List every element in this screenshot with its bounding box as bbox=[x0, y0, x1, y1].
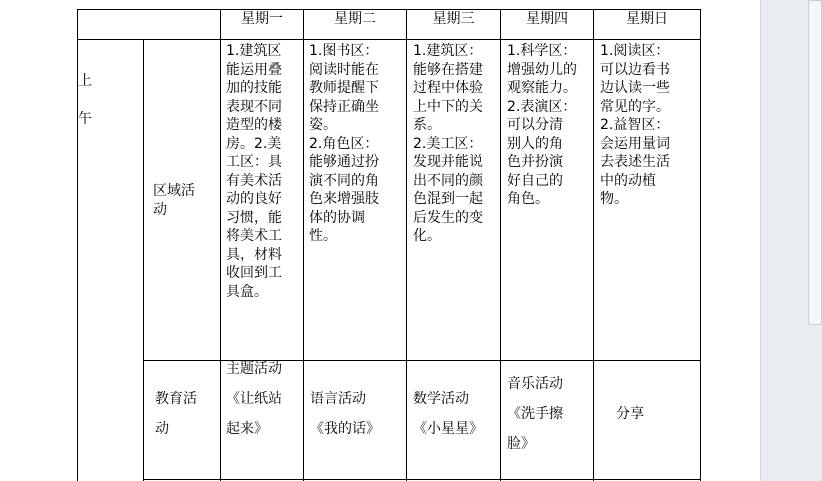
cell-edu-tuesday: 语言活动 《我的话》 bbox=[310, 391, 380, 437]
period-label-morning: 上 午 bbox=[78, 73, 92, 127]
header-wednesday: 星期三 bbox=[432, 11, 475, 27]
cell-area-thursday: 1.科学区： 增强幼儿的 观察能力。 2.表演区： 可以分清 别人的角 色并扮演 好自己的 角色。 bbox=[507, 43, 577, 207]
row-label-area-activity: 区域活 动 bbox=[153, 183, 195, 218]
row-label-education-activity: 教育活 动 bbox=[155, 391, 197, 437]
cell-edu-thursday: 音乐活动 《洗手擦 脸》 bbox=[507, 376, 563, 452]
cell-area-tuesday: 1.图书区： 阅读时能在 教师提醒下 保持正确坐 姿。 2.角色区： 能够通过扮 演不同的角 色来增强肢 体的协调 性。 bbox=[309, 43, 379, 244]
column-divider-1 bbox=[303, 9, 304, 481]
cell-area-wednesday: 1.建筑区： 能够在搭建 过程中体验 上中下的关 系。 2.美工区： 发现并能说 出不同的颜 色混到一起 后发生的变 化。 bbox=[413, 43, 483, 244]
label-column-divider bbox=[220, 9, 221, 481]
period-column-divider bbox=[143, 40, 144, 481]
table-border-right bbox=[700, 9, 701, 481]
column-divider-4 bbox=[593, 9, 594, 481]
cell-area-monday: 1.建筑区 能运用叠 加的技能 表现不同 造型的楼 房。2.美 工区：具 有美术活 动的良好 习惯，能 将美术工 具，材料 收回到工 具盒。 bbox=[226, 43, 282, 300]
table-border-bottom bbox=[143, 479, 701, 480]
header-row-divider bbox=[77, 39, 701, 40]
header-tuesday: 星期二 bbox=[334, 11, 376, 27]
cell-edu-monday: 主题活动 《让纸站 起来》 bbox=[226, 361, 282, 437]
cell-edu-sunday: 分享 bbox=[616, 406, 644, 422]
column-divider-2 bbox=[406, 9, 407, 481]
column-divider-3 bbox=[500, 9, 501, 481]
header-thursday: 星期四 bbox=[526, 11, 568, 27]
scrollbar-thumb[interactable] bbox=[808, 0, 822, 325]
header-monday: 星期一 bbox=[241, 11, 283, 27]
cell-area-sunday: 1.阅读区： 可以边看书 边认读一些 常见的字。 2.益智区： 会运用量词 去表述生活 中的动植 物。 bbox=[600, 43, 670, 207]
header-sunday: 星期日 bbox=[626, 11, 668, 27]
cell-edu-wednesday: 数学活动 《小星星》 bbox=[413, 391, 483, 437]
